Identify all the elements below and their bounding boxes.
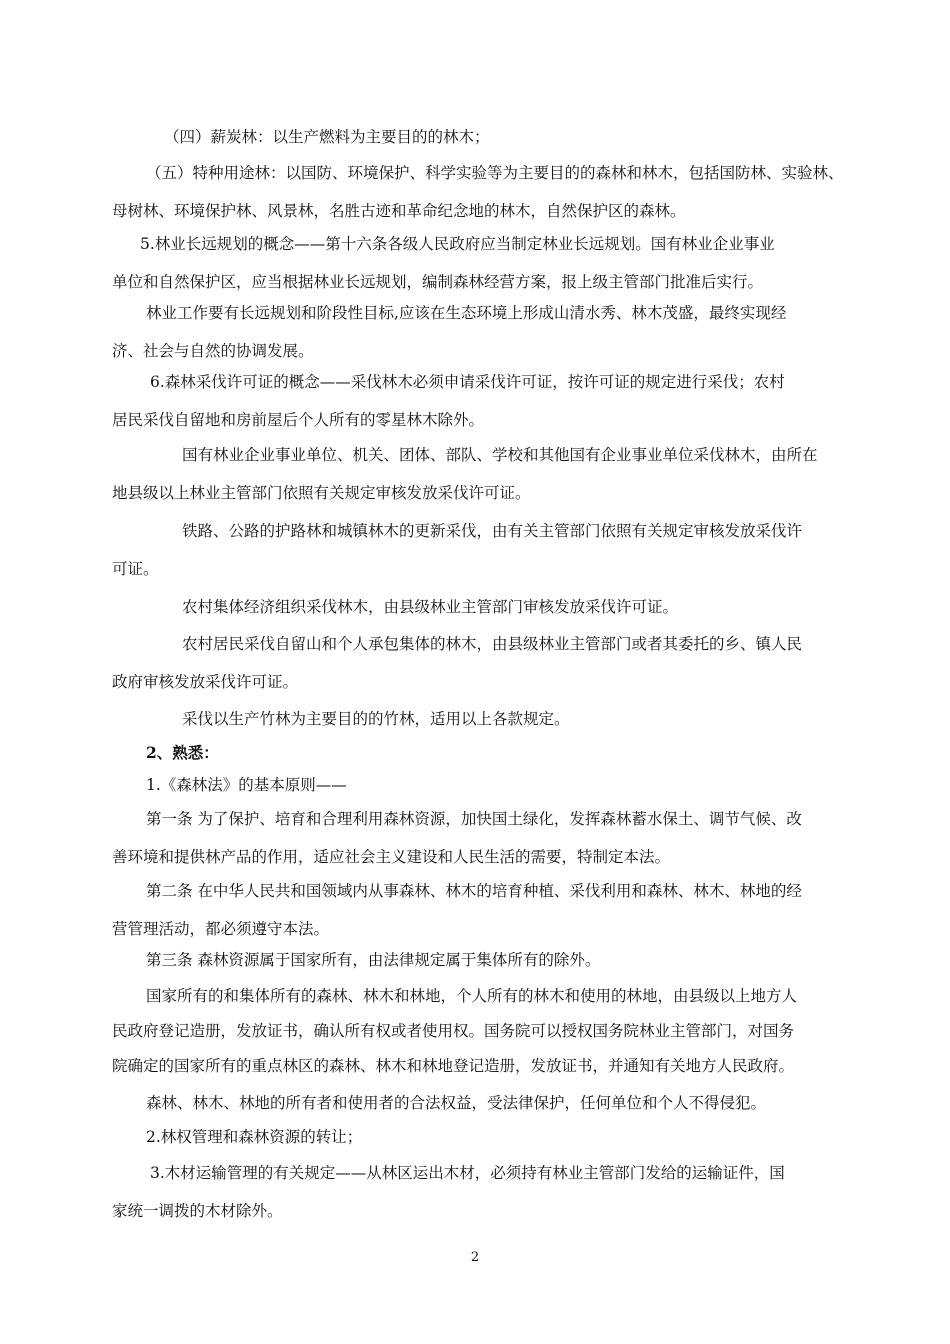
text-line: 居民采伐自留地和房前屋后个人所有的零星林木除外。 <box>112 411 485 429</box>
text-line: 5.林业长远规划的概念——第十六条各级人民政府应当制定林业长远规划。国有林业企业事业 <box>140 235 775 253</box>
text-line: 善环境和提供林产品的作用，适应社会主义建设和人民生活的需要，特制定本法。 <box>112 848 671 866</box>
text-line: 可证。 <box>112 560 159 578</box>
text-line: 森林、林木、林地的所有者和使用者的合法权益，受法律保护，任何单位和个人不得侵犯。 <box>146 1094 767 1112</box>
text-line: 济、社会与自然的协调发展。 <box>112 342 314 360</box>
text-line: 1.《森林法》的基本原则—— <box>146 776 347 794</box>
text-line: 6.森林采伐许可证的概念——采伐林木必须申请采伐许可证，按许可证的规定进行采伐；农村 <box>150 373 785 391</box>
text-line: 国家所有的和集体所有的森林、林木和林地，个人所有的林木和使用的林地，由县级以上地方人 <box>146 987 798 1005</box>
text-line: 采伐以生产竹林为主要目的的竹林，适用以上各款规定。 <box>182 710 570 728</box>
text-line: 第三条 森林资源属于国家所有，由法律规定属于集体所有的除外。 <box>146 951 601 969</box>
text-line: 第一条 为了保护、培育和合理利用森林资源，加快国土绿化，发挥森林蓄水保土、调节气候、改 <box>146 810 802 828</box>
text-line: 院确定的国家所有的重点林区的森林、林木和林地登记造册，发放证书，并通知有关地方人民政府。 <box>112 1057 795 1075</box>
text-line: 林业工作要有长远规划和阶段性目标,应该在生态环境上形成山清水秀、林木茂盛，最终实现经 <box>146 304 787 322</box>
text-line: （五）特种用途林：以国防、环境保护、科学实验等为主要目的的森林和林木，包括国防林、实验林、 <box>146 164 844 182</box>
text-line: 单位和自然保护区，应当根据林业长远规划，编制森林经营方案，报上级主管部门批准后实行。 <box>112 273 764 291</box>
text-line: 政府审核发放采伐许可证。 <box>112 673 299 691</box>
text-line: 农村集体经济组织采伐林木，由县级林业主管部门审核发放采伐许可证。 <box>182 598 679 616</box>
text-line: 铁路、公路的护路林和城镇林木的更新采伐，由有关主管部门依照有关规定审核发放采伐许 <box>182 522 803 540</box>
text-line: 2.林权管理和森林资源的转让； <box>146 1128 363 1146</box>
text-line: 家统一调拨的木材除外。 <box>112 1202 283 1220</box>
text-line: 营管理活动，都必须遵守本法。 <box>112 920 330 938</box>
text-line: 民政府登记造册，发放证书，确认所有权或者使用权。国务院可以授权国务院林业主管部门，对国务 <box>112 1022 795 1040</box>
text-line: 国有林业企业事业单位、机关、团体、部队、学校和其他国有企业事业单位采伐林木，由所在 <box>182 446 818 464</box>
text-line: 第二条 在中华人民共和国领域内从事森林、林木的培育种植、采伐利用和森林、林木、林地的经 <box>146 882 802 900</box>
text-line: 母树林、环境保护林、风景林，名胜古迹和革命纪念地的林木，自然保护区的森林。 <box>112 202 686 220</box>
page-number: 2 <box>470 1250 480 1265</box>
section-heading: 2、熟悉： <box>146 743 219 762</box>
text-line: 地县级以上林业主管部门依照有关规定审核发放采伐许可证。 <box>112 484 531 502</box>
text-line: 农村居民采伐自留山和个人承包集体的林木，由县级林业主管部门或者其委托的乡、镇人民 <box>182 635 803 653</box>
text-line: （四）薪炭林：以生产燃料为主要目的的林木； <box>164 128 490 146</box>
text-line: 3.木材运输管理的有关规定——从林区运出木材，必须持有林业主管部门发给的运输证件，国 <box>150 1164 785 1182</box>
